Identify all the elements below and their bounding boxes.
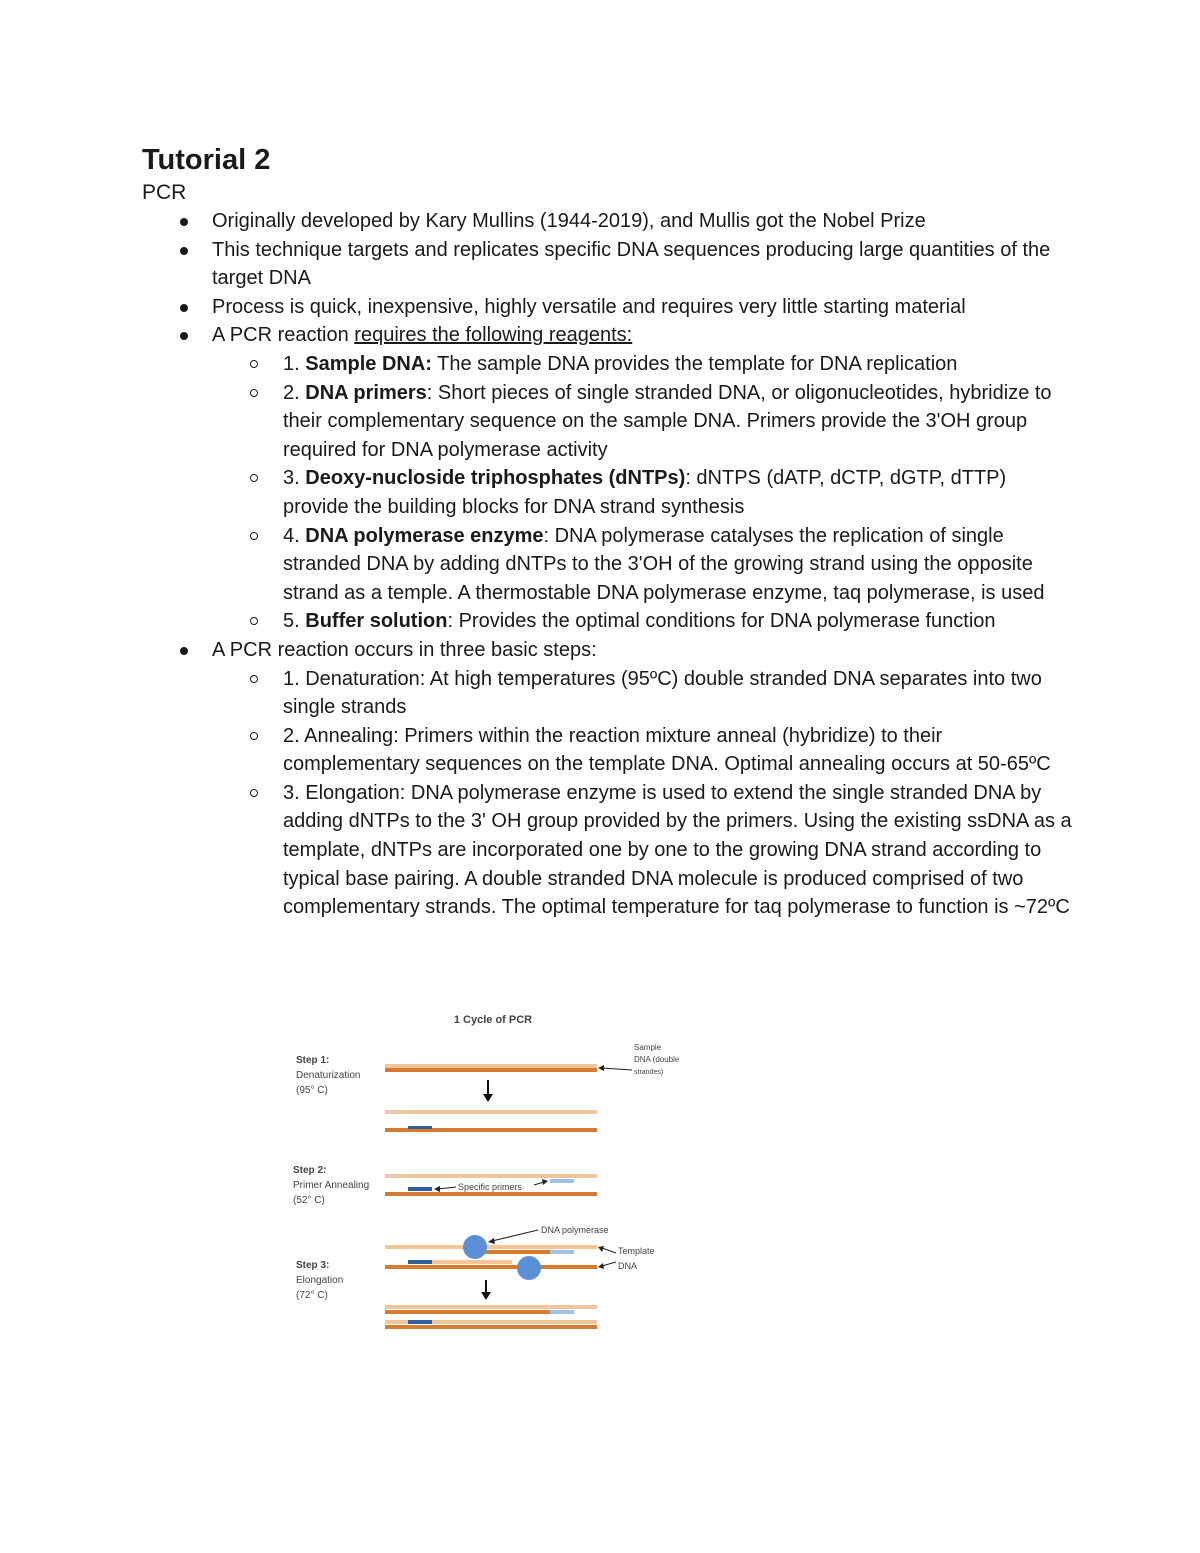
reagent-term: DNA polymerase enzyme [305, 524, 544, 547]
reagent-number: 1. [283, 352, 306, 375]
reagent-description: : Short pieces of single stranded DNA, or oligonucleotides, hybridize to their complementary sequence on the sample DNA. Primers provide the 3'OH group required for DNA polymerase activity [283, 381, 1052, 461]
primer-mark [408, 1126, 432, 1129]
section-subtitle: PCR [142, 181, 187, 204]
step-text: 3. Elongation: DNA polymerase enzyme is used to extend the single stranded DNA by adding dNTPs to the 3' OH group provided by the primers. Using the existing ssDNA as a template, dNTPs are incorporated one by one to the growing DNA strand according to typical base pairing. A double stranded DNA molecule is produced comprised of two complementary strands. The optimal temperature for taq polymerase to function is ~72ºC [283, 781, 1072, 919]
product-primer-top [550, 1310, 574, 1314]
product-strand-bottom-b [432, 1320, 597, 1324]
arrowhead-icon [434, 1186, 440, 1192]
step-text: 1. Denaturation: At high temperatures (95ºC) double stranded DNA separates into two single strands [283, 667, 1042, 719]
step3-temp: (72° C) [296, 1290, 328, 1301]
reagent-item [142, 464, 1072, 521]
specific-primers-label: Specific primers [458, 1182, 523, 1192]
product-strand-bottom-c [385, 1325, 597, 1329]
bullet-list [142, 207, 1072, 922]
bullet-icon [180, 647, 188, 655]
step-item [142, 722, 1072, 779]
list-item-text: Process is quick, inexpensive, highly versatile and requires very little starting material [212, 295, 966, 318]
arrowhead-icon [488, 1238, 495, 1244]
dna-polymerase-icon [463, 1235, 487, 1259]
circle-bullet-icon [250, 360, 258, 368]
new-strand-bottom [432, 1260, 512, 1264]
reagent-description: : DNA polymerase catalyses the replication of single stranded DNA by adding dNTPs to the 3'OH of the growing strand using the opposite strand as a temple. A thermostable DNA polymerase enzyme, taq polymerase, is used [283, 524, 1045, 604]
template-dna-label-line1: Template [618, 1246, 655, 1256]
product-strand-top-b [385, 1310, 550, 1314]
dna-polymerase-icon [517, 1256, 541, 1280]
bullet-icon [180, 218, 188, 226]
bullet-icon [180, 247, 188, 255]
reagent-term: Sample DNA: [305, 352, 432, 375]
arrowhead-icon [542, 1179, 548, 1185]
template-pointer-bottom [602, 1262, 616, 1266]
sample-dna-label-line3: strandes) [634, 1069, 664, 1076]
list-item-text: A PCR reaction occurs in three basic steps: [212, 638, 597, 661]
annealing-strand-bottom [385, 1192, 597, 1196]
page-title: Tutorial 2 [142, 144, 271, 176]
product-strand-bottom-a [385, 1320, 408, 1324]
reagent-term: Buffer solution [305, 610, 448, 633]
product-primer-bottom [408, 1320, 432, 1324]
bullet-icon [180, 304, 188, 312]
circle-bullet-icon [250, 789, 258, 797]
reagent-description: : dNTPS (dATP, dCTP, dGTP, dTTP) provide the building blocks for DNA strand synthesis [283, 467, 1007, 518]
primer-bottom [408, 1260, 432, 1264]
sample-dna-label-line1: Sample [634, 1043, 662, 1052]
list-item [142, 321, 1072, 350]
step1-desc: Denaturization [296, 1070, 361, 1081]
list-item [142, 293, 1072, 322]
reagent-item [142, 379, 1072, 465]
pcr-cycle-svg [280, 1008, 700, 1338]
pcr-cycle-diagram [280, 1008, 700, 1338]
reagent-number: 4. [283, 524, 306, 547]
list-item-text: Originally developed by Kary Mullins (1944-2019), and Mullis got the Nobel Prize [212, 210, 926, 232]
specific-primer-bottom [408, 1187, 432, 1191]
list-item [142, 636, 1072, 665]
down-arrow-icon [483, 1094, 493, 1102]
dna-polymerase-label: DNA polymerase [541, 1225, 609, 1235]
down-arrow-icon [481, 1292, 491, 1300]
product-strand-top-a [385, 1305, 597, 1309]
reagent-item [142, 607, 1072, 636]
list-item [142, 207, 1072, 236]
template-dna-label-line2: DNA [618, 1261, 638, 1271]
circle-bullet-icon [250, 389, 258, 397]
sample-dna-strand-top [385, 1064, 597, 1068]
step3-name: Step 3: [296, 1260, 330, 1271]
list-item [142, 236, 1072, 293]
sample-dna-label-line2: DNA (double [634, 1055, 680, 1064]
step1-name: Step 1: [296, 1055, 330, 1066]
reagent-item [142, 522, 1072, 608]
sample-dna-pointer [602, 1068, 632, 1070]
circle-bullet-icon [250, 532, 258, 540]
primers-pointer-left [438, 1187, 456, 1189]
single-strand-top [385, 1110, 597, 1114]
reagent-description: The sample DNA provides the template for DNA replication [431, 352, 958, 375]
arrowhead-icon [598, 1263, 604, 1269]
primers-pointer-right [534, 1182, 544, 1185]
reagent-description: : Provides the optimal conditions for DNA polymerase function [447, 610, 996, 633]
step2-name: Step 2: [293, 1165, 327, 1176]
template-pointer-top [602, 1248, 616, 1253]
polymerase-pointer [492, 1230, 538, 1241]
reagent-number: 2. [283, 381, 306, 404]
step-item [142, 665, 1072, 722]
reagent-number: 3. [283, 467, 306, 490]
circle-bullet-icon [250, 474, 258, 482]
step3-desc: Elongation [296, 1275, 344, 1286]
step2-temp: (52° C) [293, 1195, 325, 1206]
primer-top [550, 1250, 574, 1254]
circle-bullet-icon [250, 617, 258, 625]
bullet-icon [180, 332, 188, 340]
arrowhead-icon [598, 1246, 604, 1252]
list-item-text: A PCR reaction [212, 324, 355, 347]
annealing-strand-top [385, 1174, 597, 1178]
step-item [142, 779, 1072, 922]
arrowhead-icon [598, 1065, 604, 1071]
template-strand-top [385, 1245, 597, 1249]
figure-title: 1 Cycle of PCR [453, 1014, 533, 1026]
step2-desc: Primer Annealing [293, 1180, 370, 1191]
sample-dna-strand-bottom [385, 1068, 597, 1072]
step-text: 2. Annealing: Primers within the reaction mixture anneal (hybridize) to their complementary sequences on the template DNA. Optimal annealing occurs at 50-65ºC [283, 724, 1051, 776]
reagent-number: 5. [283, 610, 306, 633]
underlined-text: requires the following reagents: [354, 324, 633, 347]
specific-primer-top [550, 1179, 574, 1183]
template-strand-bottom [385, 1265, 597, 1269]
list-item-text: This technique targets and replicates specific DNA sequences producing large quantities of the target DNA [212, 238, 1051, 290]
reagent-item [142, 350, 1072, 379]
reagent-term: DNA primers [305, 381, 427, 404]
step1-temp: (95° C) [296, 1085, 328, 1096]
reagent-term: Deoxy-nucloside triphosphates (dNTPs) [305, 467, 686, 490]
circle-bullet-icon [250, 675, 258, 683]
circle-bullet-icon [250, 732, 258, 740]
